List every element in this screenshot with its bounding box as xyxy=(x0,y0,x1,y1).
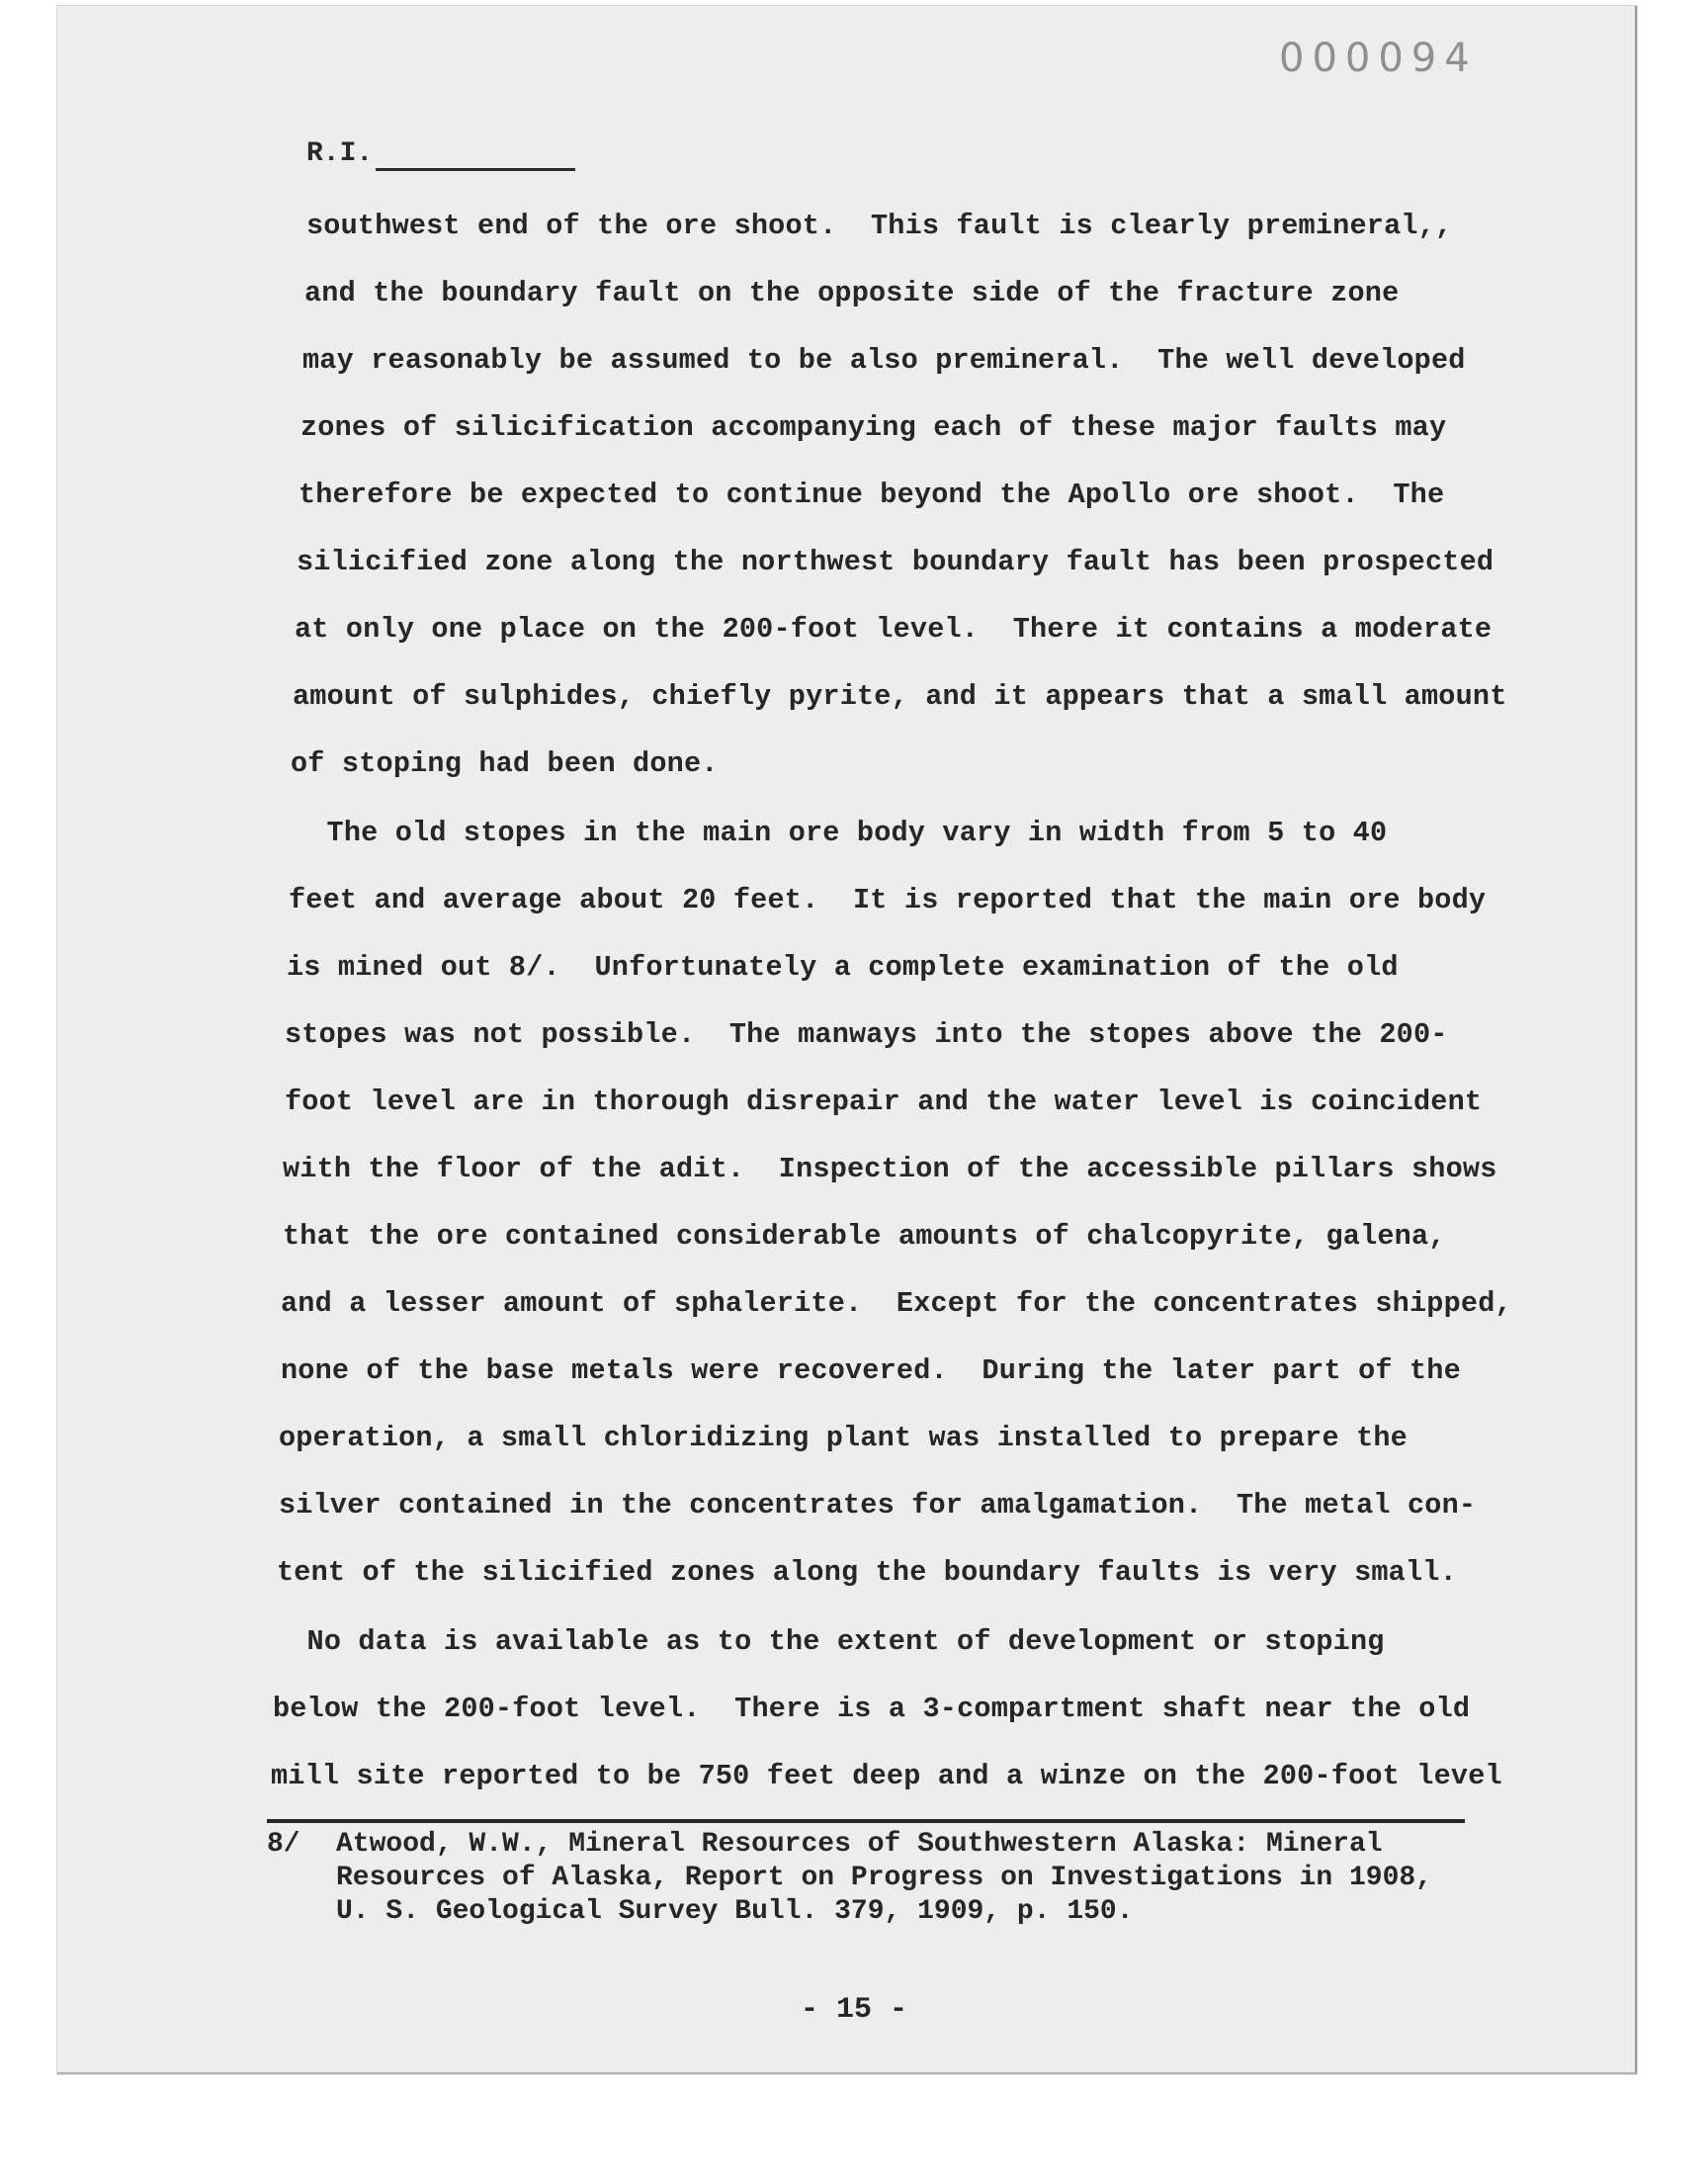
body-line: is mined out 8/. Unfortunately a complete examination of the old xyxy=(287,951,1399,984)
footnote-line: U. S. Geological Survey Bull. 379, 1909, p. 150. xyxy=(336,1896,1134,1927)
body-line: The old stopes in the main ore body vary in width from 5 to 40 xyxy=(241,817,1388,849)
body-line: foot level are in thorough disrepair and the water level is coincident xyxy=(285,1086,1483,1118)
body-line: mill site reported to be 750 feet deep and a winze on the 200-foot level xyxy=(271,1760,1502,1792)
body-line: southwest end of the ore shoot. This fault is clearly premineral,, xyxy=(306,210,1453,242)
body-line: none of the base metals were recovered. During the later part of the xyxy=(281,1354,1461,1387)
body-line: tent of the silicified zones along the boundary faults is very small. xyxy=(277,1556,1457,1589)
body-line: No data is available as to the extent of development or stoping xyxy=(221,1625,1385,1658)
body-line: and a lesser amount of sphalerite. Except for the concentrates shipped, xyxy=(281,1287,1512,1320)
footnote-line: Resources of Alaska, Report on Progress on Investigations in 1908, xyxy=(336,1863,1432,1893)
body-line: amount of sulphides, chiefly pyrite, and it appears that a small amount xyxy=(293,680,1507,713)
body-line: of stoping had been done. xyxy=(291,747,719,780)
body-line: operation, a small chloridizing plant was installed to prepare the xyxy=(279,1422,1408,1454)
footnote-marker: 8/ xyxy=(267,1829,300,1860)
report-label: R.I. xyxy=(306,138,374,169)
body-line: with the floor of the adit. Inspection of the accessible pillars shows xyxy=(283,1153,1497,1185)
body-line: therefore be expected to continue beyond the Apollo ore shoot. The xyxy=(299,478,1445,511)
body-line: may reasonably be assumed to be also premineral. The well developed xyxy=(302,344,1466,377)
body-line: that the ore contained considerable amounts of chalcopyrite, galena, xyxy=(283,1220,1446,1253)
report-number-blank xyxy=(376,168,575,171)
footnote-rule xyxy=(267,1819,1465,1823)
body-line: below the 200-foot level. There is a 3-compartment shaft near the old xyxy=(273,1693,1471,1725)
body-line: silver contained in the concentrates for amalgamation. The metal con- xyxy=(279,1489,1477,1522)
page-stamp: 000094 xyxy=(1279,36,1478,81)
body-line: and the boundary fault on the opposite side of the fracture zone xyxy=(304,277,1400,309)
body-line: silicified zone along the northwest boundary fault has been prospected xyxy=(297,546,1494,578)
body-line: feet and average about 20 feet. It is reported that the main ore body xyxy=(289,884,1487,916)
page-number: - 15 - xyxy=(800,1993,908,2027)
body-line: at only one place on the 200-foot level. There it contains a moderate xyxy=(295,613,1493,646)
footnote-line: Atwood, W.W., Mineral Resources of Southwestern Alaska: Mineral xyxy=(336,1829,1383,1860)
body-line: zones of silicification accompanying each of these major faults may xyxy=(300,411,1447,444)
body-line: stopes was not possible. The manways into the stopes above the 200- xyxy=(285,1018,1448,1051)
